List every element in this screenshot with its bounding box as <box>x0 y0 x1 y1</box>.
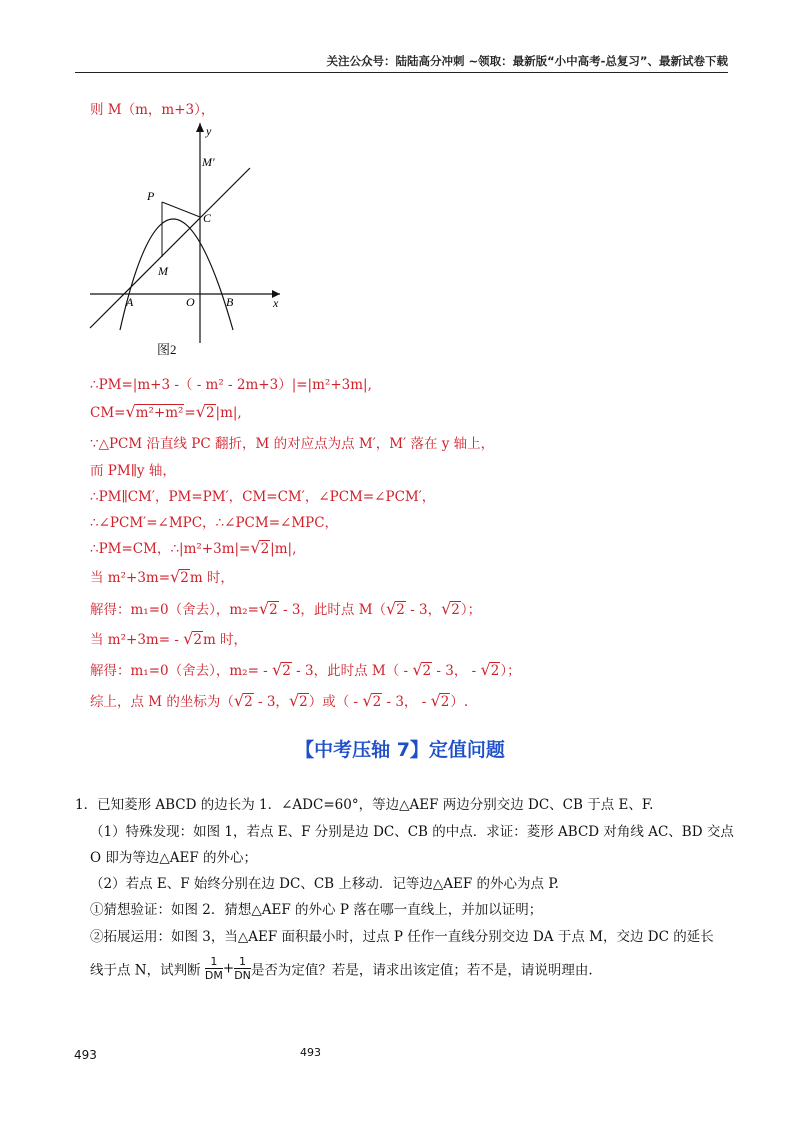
solution-line-0: 则 M（m，m+3）， <box>90 102 215 118</box>
problem-line-6: ②拓展运用：如图 3，当△AEF 面积最小时，过点 P 任作一直线分别交边 DA 于点 M，交边 DC 的延长 <box>90 929 714 945</box>
figure-2 <box>85 118 295 358</box>
header-text: 关注公众号：陆陆高分冲刺 ~领取：最新版“小中高考-总复习”、最新试卷下载 <box>326 54 728 68</box>
page-number-left: 493 <box>74 1048 97 1062</box>
problem-line-1: 1．已知菱形 ABCD 的边长为 1．∠ADC=60°，等边△AEF 两边分别交边 DC、CB 于点 E、F. <box>75 797 654 813</box>
solution-line-11: 解得：m₁=0（舍去），m₂= - √2 - 3，此时点 M（ - √2 - 3， - √2）； <box>90 660 521 679</box>
segment-pc <box>162 202 200 217</box>
solution-line-9: 解得：m₁=0（舍去），m₂=√2 - 3，此时点 M（√2 - 3，√2）； <box>90 599 482 618</box>
label-b: B <box>226 295 234 309</box>
solution-line-7: ∴PM=CM，∴|m²+3m|=√2|m|, <box>90 538 297 557</box>
solution-line-3: ∵△PCM 沿直线 PC 翻折，M 的对应点为点 M′，M′ 落在 y 轴上， <box>90 436 495 452</box>
section-title: 【中考压轴 7】定值问题 <box>295 739 505 761</box>
solution-line-2: CM=√m²+m²=√2|m|, <box>90 402 242 421</box>
page-header <box>75 54 728 73</box>
problem-line-4: （2）若点 E、F 始终分别在边 DC、CB 上移动．记等边△AEF 的外心为点 P. <box>90 876 559 892</box>
parabola <box>120 219 233 330</box>
label-m-prime: M′ <box>202 155 215 169</box>
problem-line-5: ①猜想验证：如图 2．猜想△AEF 的外心 P 落在哪一直线上，并加以证明； <box>90 902 543 918</box>
label-a: A <box>126 295 134 309</box>
label-c: C <box>203 211 212 225</box>
fraction-1-dn: $\frac{1}{DN}$ <box>234 955 251 982</box>
label-x: x <box>273 296 279 310</box>
problem-line-7: 线于点 N，试判断 $\frac{1}{DM}$ + $\frac{1}{DN}$ 是否为定值？若是，请求出该定值；若不是，请说明理由. <box>90 955 593 982</box>
solution-line-10: 当 m²+3m= - √2m 时， <box>90 629 248 648</box>
solution-line-4: 而 PM∥y 轴， <box>90 463 176 479</box>
solution-line-6: ∴∠PCM′=∠MPC，∴∠PCM=∠MPC， <box>90 515 339 531</box>
figure-caption: 图2 <box>157 342 177 357</box>
label-o: O <box>186 295 195 309</box>
page-number-center: 493 <box>300 1046 321 1059</box>
solution-line-12: 综上，点 M 的坐标为（√2 - 3，√2）或（ - √2 - 3， - √2）. <box>90 691 469 710</box>
solution-line-1: ∴PM=|m+3 -（ - m² - 2m+3）|=|m²+3m|, <box>90 377 372 393</box>
problem-line-2: （1）特殊发现：如图 1，若点 E、F 分别是边 DC、CB 的中点．求证：菱形 ABCD 对角线 AC、BD 交点 <box>90 824 734 840</box>
label-p: P <box>147 189 155 203</box>
label-y: y <box>206 124 212 138</box>
label-m: M <box>158 264 168 278</box>
solution-line-5: ∴PM∥CM′，PM=PM′，CM=CM′，∠PCM=∠PCM′， <box>90 489 436 505</box>
fraction-1-dm: $\frac{1}{DM}$ <box>204 955 223 982</box>
solution-line-8: 当 m²+3m=√2m 时， <box>90 567 234 586</box>
y-axis-arrow <box>196 123 204 132</box>
problem-line-3: O 即为等边△AEF 的外心； <box>90 850 258 866</box>
